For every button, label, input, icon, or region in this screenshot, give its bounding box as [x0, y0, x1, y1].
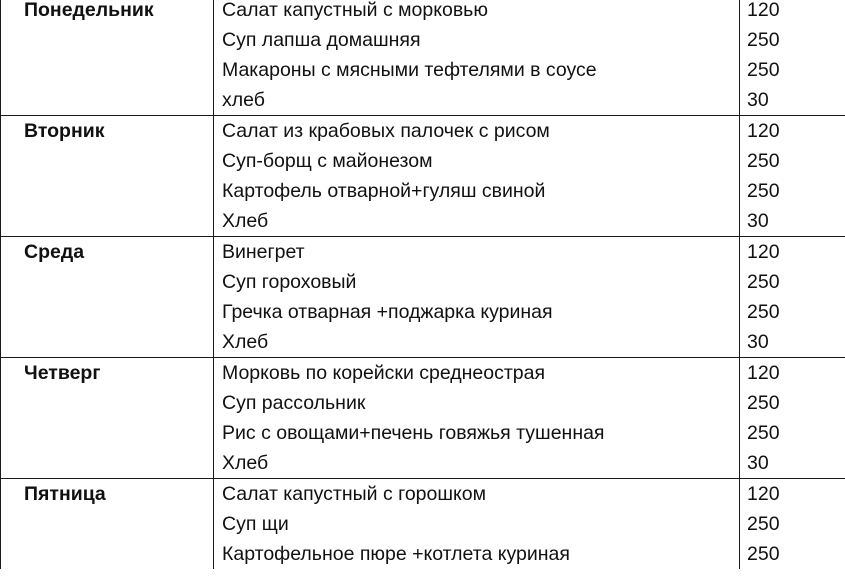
- day-empty-cell: [1, 388, 214, 418]
- dish-name-cell: Суп рассольник: [214, 388, 740, 418]
- menu-row: [1, 327, 845, 358]
- dish-name-cell: Салат капустный с горошком: [214, 479, 740, 510]
- day-empty-cell: [1, 327, 214, 358]
- dish-name-cell: Гречка отварная +поджарка куриная: [214, 297, 740, 327]
- day-empty-cell: [1, 418, 214, 448]
- dish-name-cell: Картофельное пюре +котлета куриная: [214, 539, 740, 569]
- portion-amount-cell: 120: [740, 116, 845, 147]
- day-empty-cell: [1, 85, 214, 116]
- day-empty-cell: [1, 267, 214, 297]
- day-empty-cell: [1, 206, 214, 237]
- menu-row: [1, 267, 845, 297]
- menu-row: [1, 176, 845, 206]
- dish-name-cell: Винегрет: [214, 237, 740, 268]
- portion-amount-cell: 250: [740, 539, 845, 569]
- dish-name-cell: Суп-борщ с майонезом: [214, 146, 740, 176]
- menu-row: [1, 448, 845, 479]
- portion-amount-cell: 120: [740, 237, 845, 268]
- menu-row: [1, 85, 845, 116]
- portion-amount-cell: 30: [740, 85, 845, 116]
- portion-amount-cell: 30: [740, 448, 845, 479]
- portion-amount-cell: 120: [740, 479, 845, 510]
- dish-name-cell: Хлеб: [214, 448, 740, 479]
- day-empty-cell: [1, 55, 214, 85]
- menu-row: [1, 0, 845, 25]
- portion-amount-cell: 120: [740, 358, 845, 389]
- menu-row: [1, 206, 845, 237]
- dish-name-cell: Салат из крабовых палочек с рисом: [214, 116, 740, 147]
- dish-name-cell: Хлеб: [214, 327, 740, 358]
- day-name-cell: Среда: [1, 237, 214, 268]
- portion-amount-cell: 250: [740, 509, 845, 539]
- day-name-cell: Вторник: [1, 116, 214, 147]
- portion-amount-cell: 250: [740, 25, 845, 55]
- day-empty-cell: [1, 509, 214, 539]
- portion-amount-cell: 30: [740, 206, 845, 237]
- day-empty-cell: [1, 448, 214, 479]
- menu-row: [1, 479, 845, 510]
- portion-amount-cell: 250: [740, 267, 845, 297]
- dish-name-cell: Суп гороховый: [214, 267, 740, 297]
- menu-row: [1, 116, 845, 147]
- portion-amount-cell: 250: [740, 55, 845, 85]
- menu-row: [1, 539, 845, 569]
- dish-name-cell: Картофель отварной+гуляш свиной: [214, 176, 740, 206]
- day-empty-cell: [1, 297, 214, 327]
- dish-name-cell: Морковь по корейски среднеострая: [214, 358, 740, 389]
- dish-name-cell: Суп лапша домашняя: [214, 25, 740, 55]
- day-name-cell: Пятница: [1, 479, 214, 510]
- menu-row: [1, 297, 845, 327]
- day-empty-cell: [1, 176, 214, 206]
- menu-row: [1, 55, 845, 85]
- menu-row: [1, 237, 845, 268]
- portion-amount-cell: 120: [740, 0, 845, 25]
- portion-amount-cell: 30: [740, 327, 845, 358]
- menu-row: [1, 25, 845, 55]
- portion-amount-cell: 250: [740, 418, 845, 448]
- portion-amount-cell: 250: [740, 297, 845, 327]
- dish-name-cell: Макароны с мясными тефтелями в соусе: [214, 55, 740, 85]
- dish-name-cell: Рис с овощами+печень говяжья тушенная: [214, 418, 740, 448]
- dish-name-cell: Суп щи: [214, 509, 740, 539]
- day-name-cell: Понедельник: [1, 0, 214, 25]
- menu-row: [1, 388, 845, 418]
- menu-row: [1, 146, 845, 176]
- day-name-cell: Четверг: [1, 358, 214, 389]
- menu-row: [1, 509, 845, 539]
- menu-row: [1, 418, 845, 448]
- dish-name-cell: хлеб: [214, 85, 740, 116]
- menu-table-body: [1, 0, 845, 569]
- day-empty-cell: [1, 539, 214, 569]
- portion-amount-cell: 250: [740, 388, 845, 418]
- portion-amount-cell: 250: [740, 176, 845, 206]
- day-empty-cell: [1, 25, 214, 55]
- menu-row: [1, 358, 845, 389]
- dish-name-cell: Салат капустный с морковью: [214, 0, 740, 25]
- portion-amount-cell: 250: [740, 146, 845, 176]
- dish-name-cell: Хлеб: [214, 206, 740, 237]
- day-empty-cell: [1, 146, 214, 176]
